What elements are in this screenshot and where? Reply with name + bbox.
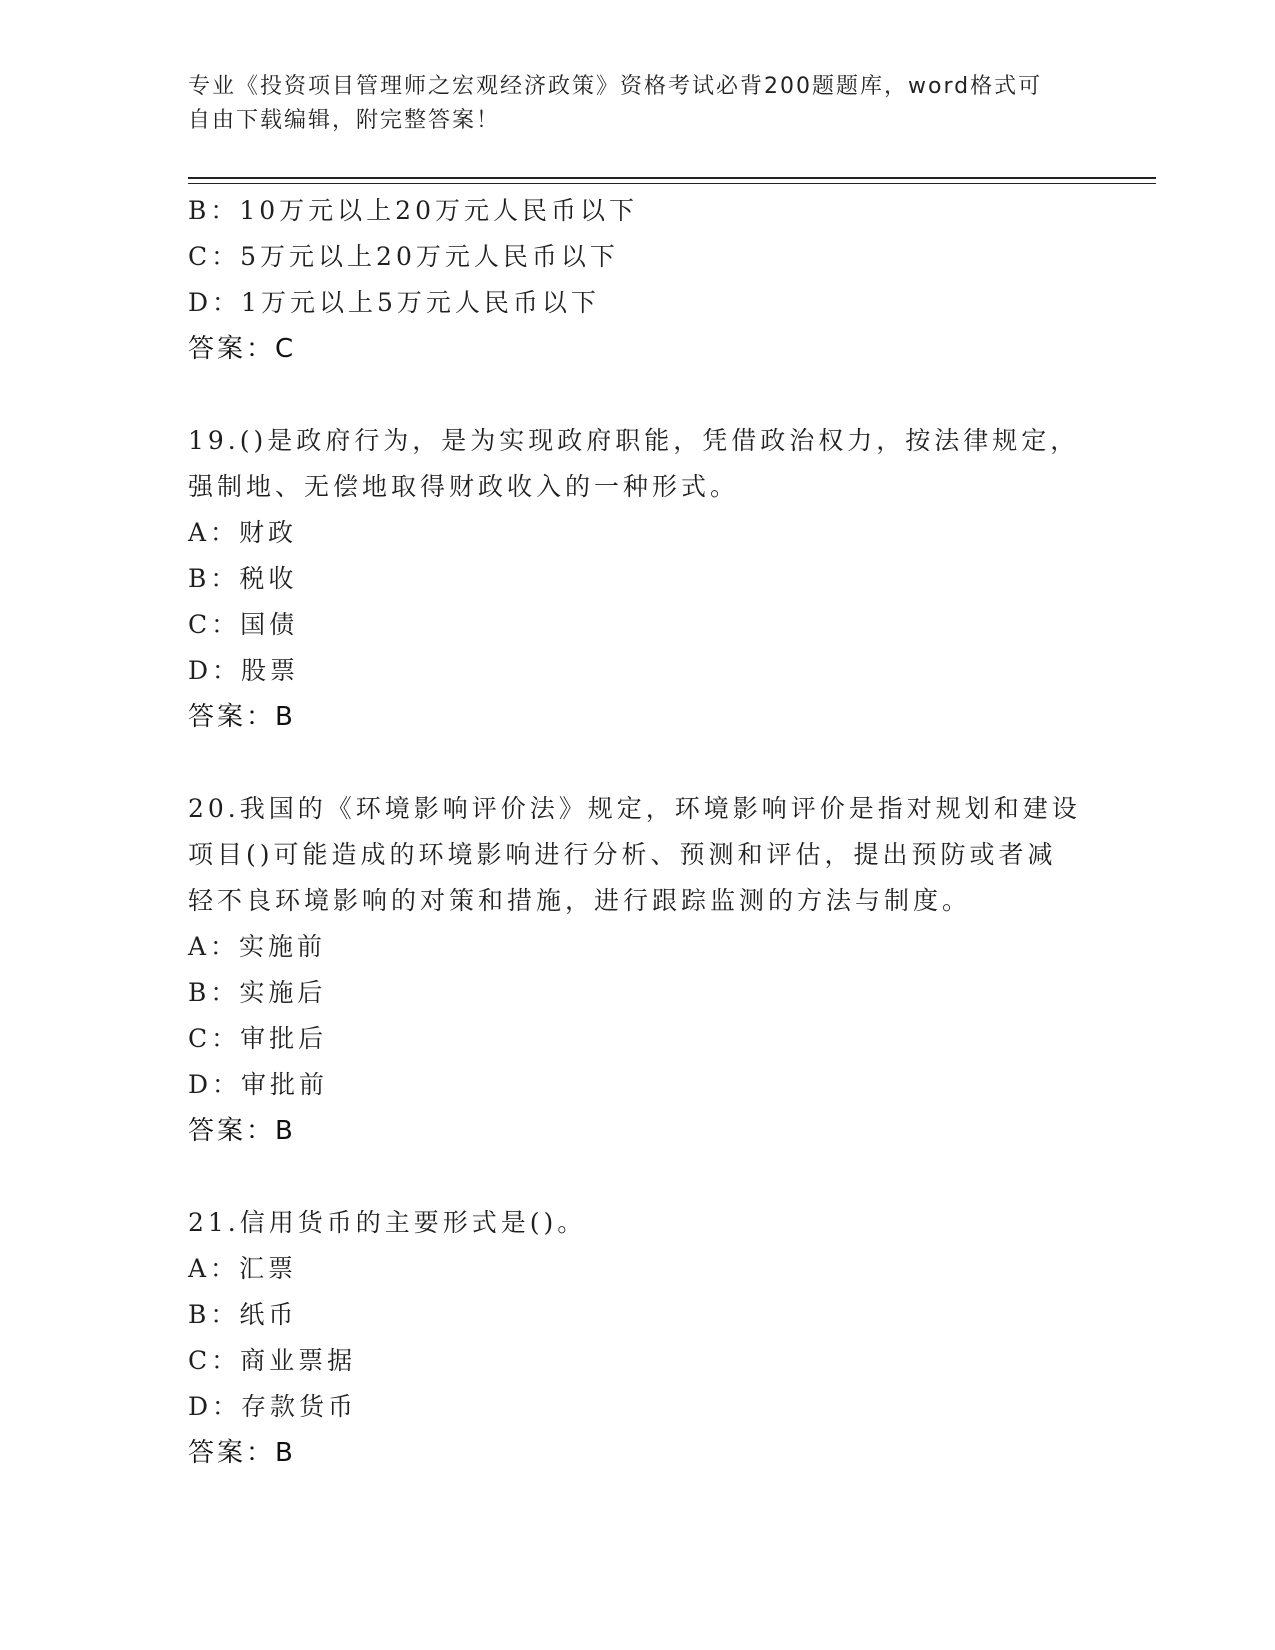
spacer (188, 740, 1088, 786)
answer: 答案：B (188, 1116, 296, 1146)
header-divider-thick (188, 177, 1156, 179)
option-c: C：国债 (188, 610, 299, 639)
option-b: B：实施后 (188, 978, 327, 1007)
question-21 (188, 1200, 1088, 1476)
question-line: 19.()是政府行为，是为实现政府职能，凭借政治权力，按法律规定， (188, 426, 1080, 455)
answer: 答案：C (188, 334, 297, 364)
spacer (188, 372, 1088, 418)
header-line-2: 自由下载编辑，附完整答案！ (188, 108, 501, 133)
document-body (188, 188, 1088, 1476)
option-b: B：税收 (188, 564, 298, 593)
option-b: B：10万元以上20万元人民币以下 (188, 196, 638, 225)
header-line-1: 专业《投资项目管理师之宏观经济政策》资格考试必背200题题库，word格式可 (188, 74, 1043, 99)
question-text (188, 418, 1078, 510)
question-line: 轻不良环境影响的对策和措施，进行跟踪监测的方法与制度。 (188, 886, 972, 915)
option-c: C：审批后 (188, 1024, 328, 1053)
question-18-continuation (188, 188, 1088, 372)
option-d: D：股票 (188, 656, 300, 685)
question-line: 20.我国的《环境影响评价法》规定，环境影响评价是指对规划和建设 (188, 794, 1081, 823)
spacer (188, 1154, 1088, 1200)
answer: 答案：B (188, 702, 296, 732)
header-divider-thin (188, 183, 1156, 184)
option-c: C：商业票据 (188, 1346, 357, 1375)
option-d: D：存款货币 (188, 1392, 358, 1421)
option-a: A：实施前 (188, 932, 327, 961)
question-text (188, 786, 1081, 924)
answer: 答案：B (188, 1438, 296, 1468)
option-d: D：审批前 (188, 1070, 329, 1099)
question-line: 21.信用货币的主要形式是()。 (188, 1208, 587, 1237)
option-c: C：5万元以上20万元人民币以下 (188, 242, 619, 271)
option-a: A：汇票 (188, 1254, 298, 1283)
question-line: 强制地、无偿地取得财政收入的一种形式。 (188, 472, 740, 501)
document-header (188, 70, 1068, 138)
question-19 (188, 418, 1088, 740)
option-a: A：财政 (188, 518, 298, 547)
question-20 (188, 786, 1088, 1154)
option-d: D：1万元以上5万元人民币以下 (188, 288, 600, 317)
option-b: B：纸币 (188, 1300, 298, 1329)
question-line: 项目()可能造成的环境影响进行分析、预测和评估，提出预防或者减 (188, 840, 1057, 869)
question-text (188, 1200, 1078, 1246)
